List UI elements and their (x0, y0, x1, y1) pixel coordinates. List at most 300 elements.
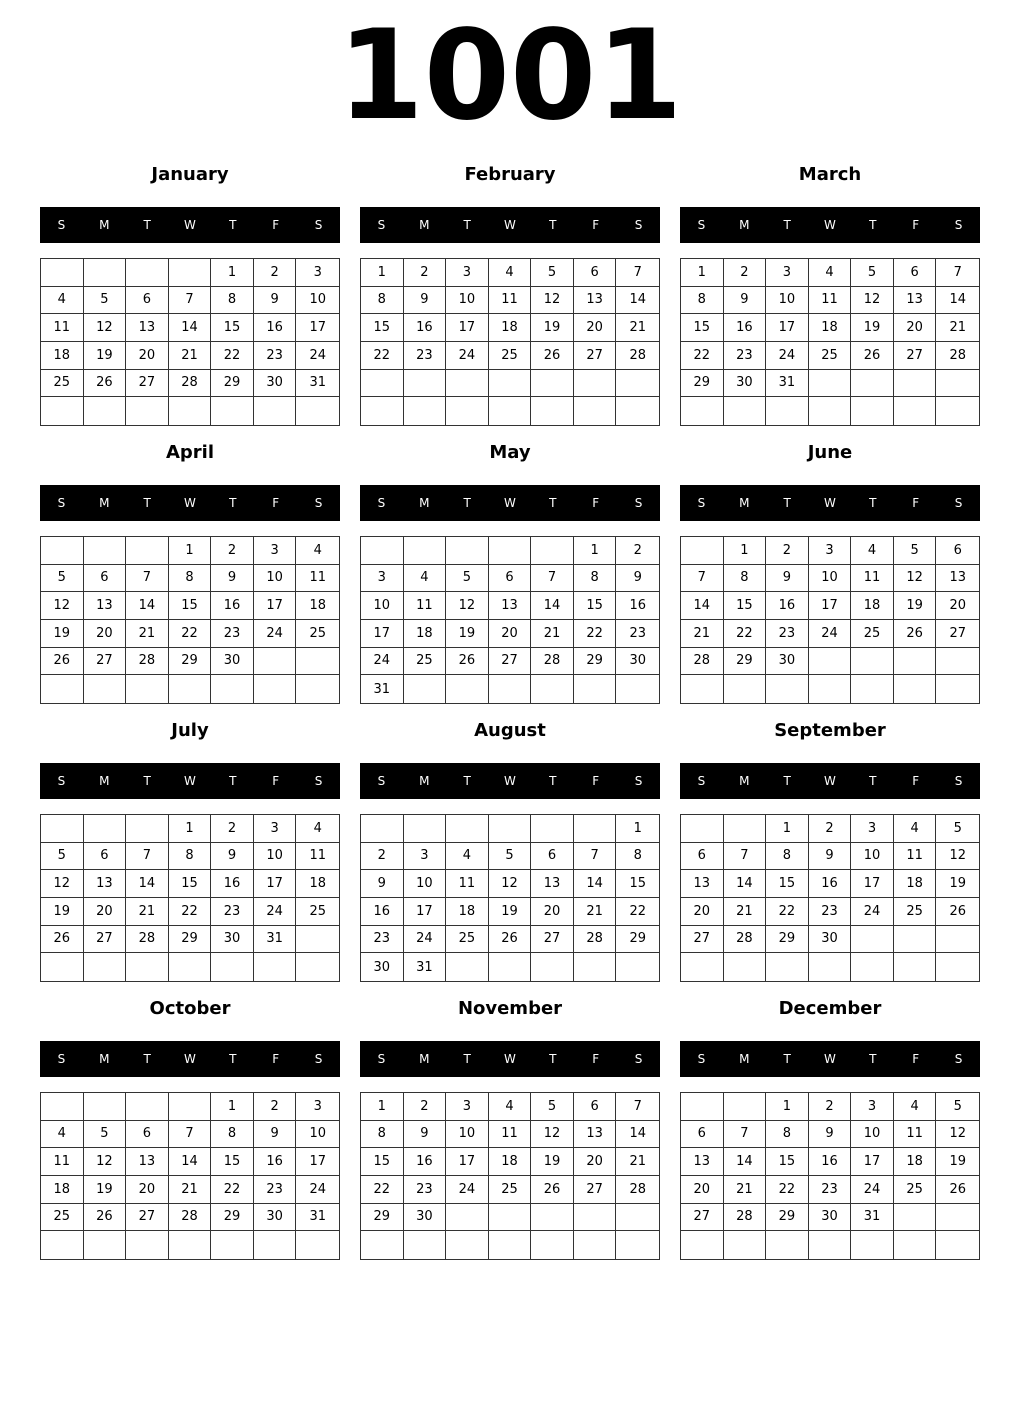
day-cell: 19 (531, 314, 574, 342)
empty-day-cell (851, 397, 894, 425)
empty-day-cell (296, 953, 339, 981)
day-cell: 21 (531, 620, 574, 648)
day-cell: 6 (681, 843, 724, 871)
day-cell: 14 (531, 592, 574, 620)
day-cell: 7 (616, 259, 659, 287)
day-cell: 5 (936, 1093, 979, 1121)
day-cell: 7 (936, 259, 979, 287)
empty-day-cell (41, 675, 84, 703)
day-cell: 24 (404, 926, 447, 954)
day-cell: 23 (809, 898, 852, 926)
weekday-label: T (143, 1052, 151, 1066)
day-cell: 1 (169, 537, 212, 565)
day-cell: 13 (681, 1148, 724, 1176)
day-cell: 31 (851, 1204, 894, 1232)
day-cell: 31 (766, 370, 809, 398)
day-cell: 3 (296, 1093, 339, 1121)
day-cell: 8 (766, 1121, 809, 1149)
day-cell: 21 (616, 314, 659, 342)
day-cell: 28 (169, 370, 212, 398)
empty-day-cell (489, 675, 532, 703)
day-cell: 24 (361, 648, 404, 676)
month-title: October (149, 998, 231, 1019)
day-cell: 22 (574, 620, 617, 648)
empty-day-cell (574, 675, 617, 703)
day-cell: 18 (296, 870, 339, 898)
weekday-label: F (272, 218, 280, 232)
empty-day-cell (574, 815, 617, 843)
day-cell: 10 (851, 1121, 894, 1149)
month-title: December (778, 998, 882, 1019)
day-cell: 16 (254, 1148, 297, 1176)
empty-day-cell (84, 675, 127, 703)
day-cell: 17 (254, 592, 297, 620)
empty-day-cell (446, 370, 489, 398)
day-cell: 24 (766, 342, 809, 370)
empty-day-cell (489, 953, 532, 981)
day-cell: 7 (531, 565, 574, 593)
empty-day-cell (809, 370, 852, 398)
empty-day-cell (404, 537, 447, 565)
day-cell: 26 (531, 1176, 574, 1204)
weekday-label: T (549, 496, 557, 510)
empty-day-cell (126, 537, 169, 565)
day-cell: 16 (404, 314, 447, 342)
day-cell: 26 (489, 926, 532, 954)
weekday-label: S (314, 1052, 323, 1066)
day-cell: 8 (361, 287, 404, 315)
day-cell: 19 (84, 1176, 127, 1204)
empty-day-cell (404, 1231, 447, 1259)
day-cell: 1 (681, 259, 724, 287)
empty-day-cell (211, 953, 254, 981)
day-cell: 2 (724, 259, 767, 287)
empty-day-cell (724, 397, 767, 425)
weekday-label: S (697, 496, 706, 510)
weekday-label: W (824, 774, 836, 788)
day-cell: 31 (404, 953, 447, 981)
day-cell: 19 (851, 314, 894, 342)
day-cell: 22 (361, 342, 404, 370)
day-cell: 27 (84, 648, 127, 676)
day-cell: 20 (489, 620, 532, 648)
day-cell: 22 (681, 342, 724, 370)
day-cell: 28 (616, 342, 659, 370)
empty-day-cell (84, 953, 127, 981)
day-cell: 18 (894, 1148, 937, 1176)
empty-day-cell (616, 675, 659, 703)
empty-day-cell (936, 1204, 979, 1232)
day-cell: 25 (296, 898, 339, 926)
month-title: April (165, 442, 215, 463)
day-cell: 2 (211, 815, 254, 843)
day-cell: 20 (936, 592, 979, 620)
empty-day-cell (361, 397, 404, 425)
day-cell: 14 (724, 870, 767, 898)
weekday-label: W (504, 1052, 516, 1066)
empty-day-cell (724, 953, 767, 981)
day-cell: 25 (894, 898, 937, 926)
day-cell: 30 (809, 926, 852, 954)
empty-day-cell (84, 259, 127, 287)
weekday-label: S (377, 496, 386, 510)
empty-day-cell (404, 815, 447, 843)
weekday-label: S (634, 496, 643, 510)
day-cell: 11 (894, 1121, 937, 1149)
weekday-label: W (824, 496, 836, 510)
day-cell: 20 (84, 620, 127, 648)
empty-day-cell (404, 397, 447, 425)
day-cell: 6 (681, 1121, 724, 1149)
day-cell: 26 (446, 648, 489, 676)
weekday-label: T (783, 218, 791, 232)
empty-day-cell (851, 370, 894, 398)
day-cell: 30 (254, 370, 297, 398)
day-cell: 21 (169, 1176, 212, 1204)
day-cell: 21 (681, 620, 724, 648)
empty-day-cell (851, 1231, 894, 1259)
day-cell: 23 (809, 1176, 852, 1204)
empty-day-cell (126, 675, 169, 703)
day-cell: 18 (404, 620, 447, 648)
day-cell: 1 (574, 537, 617, 565)
day-cell: 28 (169, 1204, 212, 1232)
day-cell: 17 (809, 592, 852, 620)
weekday-label: S (314, 774, 323, 788)
day-cell: 17 (851, 870, 894, 898)
day-cell: 2 (766, 537, 809, 565)
empty-day-cell (296, 648, 339, 676)
day-cell: 12 (446, 592, 489, 620)
empty-day-cell (894, 675, 937, 703)
empty-day-cell (169, 953, 212, 981)
day-cell: 8 (681, 287, 724, 315)
day-cell: 15 (766, 870, 809, 898)
weekday-label: T (869, 1052, 877, 1066)
day-cell: 14 (169, 314, 212, 342)
day-grid (680, 536, 980, 704)
day-cell: 10 (446, 287, 489, 315)
day-cell: 16 (809, 870, 852, 898)
day-cell: 11 (296, 843, 339, 871)
empty-day-cell (851, 648, 894, 676)
empty-day-cell (809, 1231, 852, 1259)
weekday-label: M (99, 774, 110, 788)
empty-day-cell (296, 926, 339, 954)
day-cell: 6 (574, 1093, 617, 1121)
day-cell: 1 (211, 1093, 254, 1121)
empty-day-cell (126, 815, 169, 843)
weekday-label: F (592, 218, 600, 232)
day-cell: 18 (489, 314, 532, 342)
empty-day-cell (446, 397, 489, 425)
empty-day-cell (531, 1204, 574, 1232)
day-cell: 13 (936, 565, 979, 593)
empty-day-cell (41, 815, 84, 843)
day-cell: 28 (616, 1176, 659, 1204)
day-cell: 30 (724, 370, 767, 398)
empty-day-cell (724, 1231, 767, 1259)
day-cell: 4 (296, 537, 339, 565)
empty-day-cell (446, 675, 489, 703)
day-cell: 14 (574, 870, 617, 898)
day-grid (40, 814, 340, 982)
empty-day-cell (936, 675, 979, 703)
day-cell: 4 (894, 1093, 937, 1121)
empty-day-cell (724, 1093, 767, 1121)
day-cell: 19 (894, 592, 937, 620)
empty-day-cell (681, 537, 724, 565)
day-grid (40, 1092, 340, 1260)
day-cell: 27 (126, 1204, 169, 1232)
empty-day-cell (531, 953, 574, 981)
day-cell: 30 (766, 648, 809, 676)
day-cell: 3 (851, 1093, 894, 1121)
empty-day-cell (936, 926, 979, 954)
weekday-label: S (57, 218, 66, 232)
day-cell: 6 (489, 565, 532, 593)
day-cell: 20 (574, 1148, 617, 1176)
empty-day-cell (766, 1231, 809, 1259)
day-cell: 13 (84, 870, 127, 898)
weekday-header (40, 1041, 340, 1077)
day-cell: 26 (936, 898, 979, 926)
day-cell: 12 (936, 1121, 979, 1149)
empty-day-cell (169, 1093, 212, 1121)
weekday-label: S (954, 774, 963, 788)
day-cell: 26 (41, 926, 84, 954)
empty-day-cell (574, 397, 617, 425)
day-cell: 30 (361, 953, 404, 981)
day-cell: 4 (41, 287, 84, 315)
month-title: July (171, 720, 209, 741)
day-cell: 4 (296, 815, 339, 843)
day-cell: 31 (361, 675, 404, 703)
month-title: November (457, 998, 563, 1019)
day-cell: 27 (681, 1204, 724, 1232)
day-cell: 16 (766, 592, 809, 620)
weekday-label: T (549, 218, 557, 232)
weekday-label: F (912, 774, 920, 788)
empty-day-cell (574, 1231, 617, 1259)
day-cell: 29 (724, 648, 767, 676)
day-cell: 29 (574, 648, 617, 676)
day-cell: 8 (169, 843, 212, 871)
day-cell: 20 (681, 898, 724, 926)
day-cell: 12 (41, 870, 84, 898)
empty-day-cell (296, 675, 339, 703)
empty-day-cell (894, 1204, 937, 1232)
weekday-label: T (143, 496, 151, 510)
day-cell: 20 (126, 1176, 169, 1204)
day-cell: 29 (211, 370, 254, 398)
day-cell: 31 (296, 370, 339, 398)
empty-day-cell (41, 397, 84, 425)
day-cell: 18 (809, 314, 852, 342)
day-cell: 26 (894, 620, 937, 648)
day-cell: 22 (766, 1176, 809, 1204)
empty-day-cell (616, 1204, 659, 1232)
weekday-label: T (229, 774, 237, 788)
empty-day-cell (894, 648, 937, 676)
empty-day-cell (254, 648, 297, 676)
day-cell: 15 (616, 870, 659, 898)
weekday-header (680, 207, 980, 243)
empty-day-cell (126, 953, 169, 981)
empty-day-cell (254, 397, 297, 425)
weekday-label: M (99, 1052, 110, 1066)
day-cell: 11 (41, 1148, 84, 1176)
empty-day-cell (361, 815, 404, 843)
empty-day-cell (489, 537, 532, 565)
weekday-label: W (184, 218, 196, 232)
weekday-label: T (783, 774, 791, 788)
empty-day-cell (296, 1231, 339, 1259)
day-cell: 3 (446, 259, 489, 287)
day-cell: 15 (211, 1148, 254, 1176)
weekday-header (680, 763, 980, 799)
day-cell: 11 (489, 287, 532, 315)
day-cell: 2 (404, 1093, 447, 1121)
day-cell: 12 (84, 1148, 127, 1176)
weekday-label: T (783, 1052, 791, 1066)
weekday-label: M (739, 218, 750, 232)
day-cell: 10 (809, 565, 852, 593)
empty-day-cell (489, 815, 532, 843)
day-cell: 23 (211, 898, 254, 926)
empty-day-cell (766, 953, 809, 981)
empty-day-cell (936, 1231, 979, 1259)
day-cell: 28 (681, 648, 724, 676)
weekday-label: M (419, 496, 430, 510)
day-cell: 21 (724, 1176, 767, 1204)
day-cell: 8 (574, 565, 617, 593)
day-cell: 22 (169, 898, 212, 926)
weekday-label: S (57, 774, 66, 788)
weekday-header (360, 485, 660, 521)
day-grid (360, 1092, 660, 1260)
weekday-header (360, 763, 660, 799)
weekday-label: T (869, 496, 877, 510)
empty-day-cell (489, 1231, 532, 1259)
day-cell: 28 (936, 342, 979, 370)
weekday-label: S (634, 1052, 643, 1066)
day-cell: 20 (894, 314, 937, 342)
weekday-label: S (697, 774, 706, 788)
day-cell: 16 (616, 592, 659, 620)
day-grid (680, 258, 980, 426)
month-title: June (807, 442, 853, 463)
day-cell: 18 (489, 1148, 532, 1176)
day-cell: 15 (361, 314, 404, 342)
day-cell: 25 (489, 1176, 532, 1204)
day-cell: 12 (531, 1121, 574, 1149)
day-cell: 3 (296, 259, 339, 287)
day-cell: 21 (126, 898, 169, 926)
empty-day-cell (894, 370, 937, 398)
day-cell: 16 (809, 1148, 852, 1176)
weekday-label: F (912, 218, 920, 232)
day-cell: 4 (489, 1093, 532, 1121)
day-cell: 12 (531, 287, 574, 315)
day-cell: 4 (404, 565, 447, 593)
weekday-header (680, 1041, 980, 1077)
empty-day-cell (361, 537, 404, 565)
weekday-label: W (824, 218, 836, 232)
day-cell: 14 (724, 1148, 767, 1176)
day-cell: 26 (531, 342, 574, 370)
day-cell: 18 (446, 898, 489, 926)
day-cell: 12 (41, 592, 84, 620)
weekday-header (40, 207, 340, 243)
day-cell: 16 (724, 314, 767, 342)
day-cell: 15 (169, 592, 212, 620)
weekday-label: T (143, 774, 151, 788)
day-cell: 15 (574, 592, 617, 620)
day-cell: 26 (936, 1176, 979, 1204)
empty-day-cell (681, 815, 724, 843)
day-cell: 8 (211, 287, 254, 315)
day-cell: 2 (211, 537, 254, 565)
empty-day-cell (936, 397, 979, 425)
day-cell: 27 (84, 926, 127, 954)
day-cell: 3 (254, 815, 297, 843)
day-cell: 18 (41, 1176, 84, 1204)
month-title: September (774, 720, 886, 741)
empty-day-cell (809, 397, 852, 425)
day-cell: 3 (361, 565, 404, 593)
weekday-label: W (504, 496, 516, 510)
empty-day-cell (41, 537, 84, 565)
day-cell: 28 (724, 1204, 767, 1232)
weekday-label: T (229, 496, 237, 510)
day-cell: 13 (574, 287, 617, 315)
day-cell: 10 (766, 287, 809, 315)
day-cell: 3 (446, 1093, 489, 1121)
day-cell: 1 (211, 259, 254, 287)
day-cell: 27 (126, 370, 169, 398)
day-cell: 1 (724, 537, 767, 565)
weekday-label: M (419, 774, 430, 788)
empty-day-cell (126, 259, 169, 287)
day-grid (40, 258, 340, 426)
day-cell: 25 (296, 620, 339, 648)
day-cell: 4 (41, 1121, 84, 1149)
day-cell: 11 (809, 287, 852, 315)
weekday-label: M (419, 218, 430, 232)
day-cell: 15 (724, 592, 767, 620)
weekday-label: S (377, 774, 386, 788)
day-cell: 5 (41, 843, 84, 871)
day-cell: 5 (894, 537, 937, 565)
day-cell: 9 (361, 870, 404, 898)
day-cell: 7 (574, 843, 617, 871)
day-cell: 21 (574, 898, 617, 926)
day-cell: 29 (211, 1204, 254, 1232)
day-cell: 11 (446, 870, 489, 898)
day-cell: 24 (296, 1176, 339, 1204)
day-cell: 1 (766, 1093, 809, 1121)
day-cell: 24 (446, 1176, 489, 1204)
day-cell: 5 (851, 259, 894, 287)
empty-day-cell (489, 397, 532, 425)
day-cell: 23 (404, 1176, 447, 1204)
day-cell: 24 (254, 898, 297, 926)
day-cell: 16 (404, 1148, 447, 1176)
day-cell: 14 (126, 870, 169, 898)
day-cell: 15 (681, 314, 724, 342)
day-cell: 19 (531, 1148, 574, 1176)
